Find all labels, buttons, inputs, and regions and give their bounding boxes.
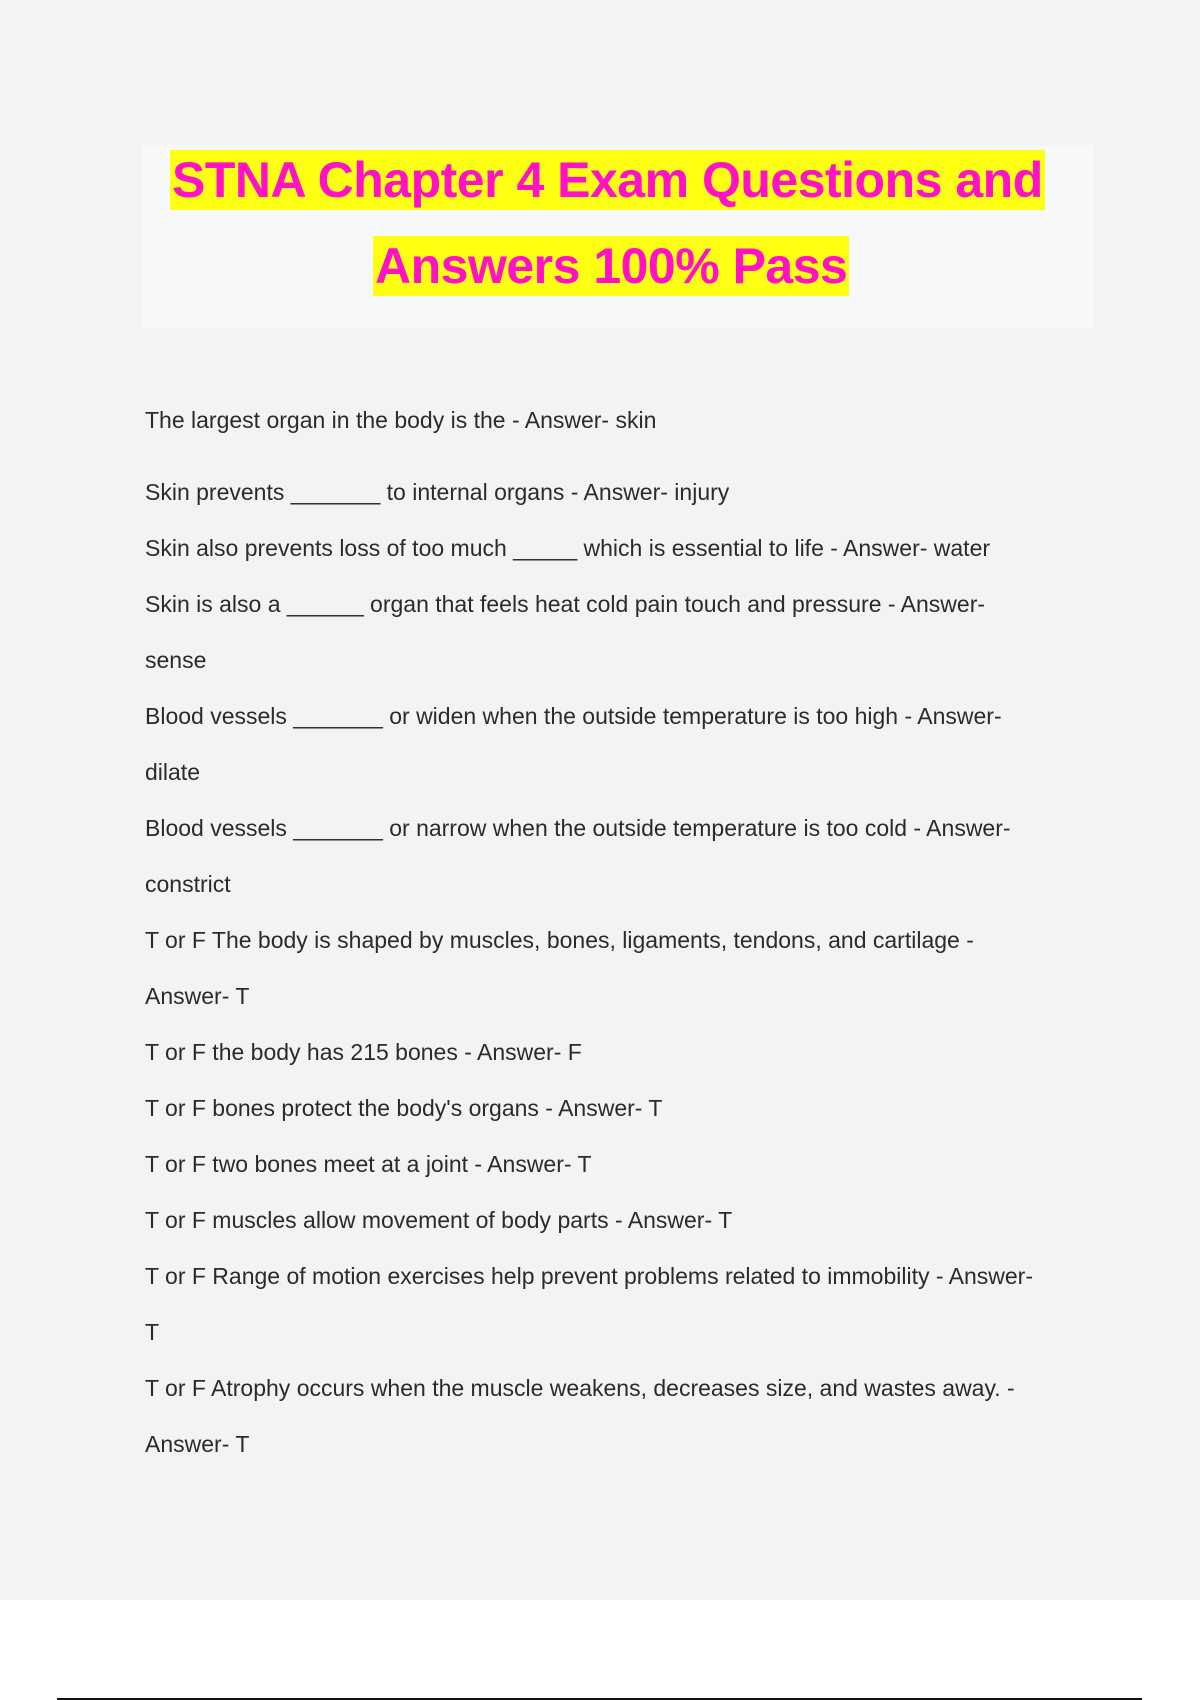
qa-text: T or F the body has 215 bones - Answer- F (145, 1039, 582, 1065)
qa-item (145, 1360, 1105, 1472)
qa-item (145, 1248, 1105, 1360)
qa-text: T or F bones protect the body's organs - Answer- T (145, 1095, 663, 1121)
qa-text: The largest organ in the body is the - Answer- skin (145, 407, 657, 433)
qa-text-line-1: T or F Range of motion exercises help prevent problems related to immobility - Answer- (145, 1263, 1034, 1289)
title-block (143, 145, 1093, 328)
qa-text-line-2: dilate (145, 759, 200, 785)
qa-text-line-2: Answer- T (145, 1431, 250, 1457)
qa-item (145, 392, 1105, 448)
qa-item (145, 1192, 1105, 1248)
qa-text-line-1: Skin is also a ______ organ that feels heat cold pain touch and pressure - Answer- (145, 591, 986, 617)
qa-text-line-1: T or F The body is shaped by muscles, bones, ligaments, tendons, and cartilage - (145, 927, 974, 953)
qa-text: T or F muscles allow movement of body parts - Answer- T (145, 1207, 733, 1233)
qa-text-line-2: T (145, 1319, 160, 1345)
qa-text: Skin prevents _______ to internal organs - Answer- injury (145, 479, 730, 505)
question-answer-list (145, 392, 1105, 1472)
qa-item (145, 912, 1105, 1024)
document-title-line-2: Answers 100% Pass (375, 238, 848, 294)
qa-item (145, 1080, 1105, 1136)
page-bottom-area (0, 1600, 1200, 1700)
qa-item (145, 800, 1105, 912)
qa-text-line-1: Blood vessels _______ or widen when the outside temperature is too high - Answer- (145, 703, 1002, 729)
qa-text-line-2: sense (145, 647, 207, 673)
qa-text: Skin also prevents loss of too much _____ which is essential to life - Answer- water (145, 535, 991, 561)
document-title-line-1: STNA Chapter 4 Exam Questions and (172, 152, 1043, 208)
qa-item (145, 520, 1105, 576)
qa-item (145, 688, 1105, 800)
qa-text-line-2: constrict (145, 871, 231, 897)
qa-text-line-1: Blood vessels _______ or narrow when the outside temperature is too cold - Answer- (145, 815, 1011, 841)
qa-item (145, 1136, 1105, 1192)
qa-text-line-2: Answer- T (145, 983, 250, 1009)
qa-item (145, 1024, 1105, 1080)
qa-item (145, 576, 1105, 688)
qa-text: T or F two bones meet at a joint - Answer- T (145, 1151, 592, 1177)
qa-text-line-1: T or F Atrophy occurs when the muscle weakens, decreases size, and wastes away. - (145, 1375, 1015, 1401)
qa-item (145, 464, 1105, 520)
